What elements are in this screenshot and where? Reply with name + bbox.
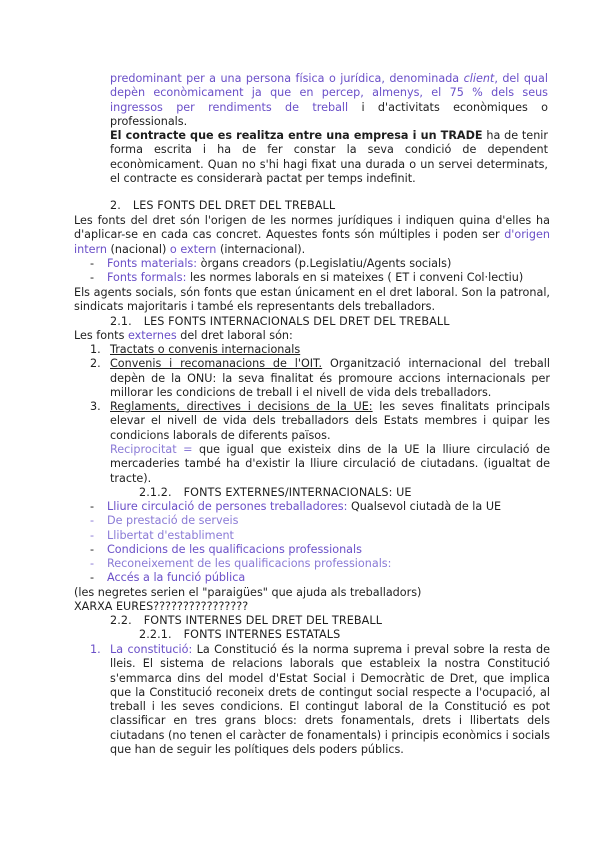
social-agents-paragraph: Els agents socials, són fonts que estan únicament en el dret laboral. Son la patronal, sindicats majoritaris i també els representants dels treballadors. — [74, 286, 550, 314]
list-item: 1. Tractats o convenis internacionals — [90, 343, 301, 356]
section-2-1-heading: 2.1. LES FONTS INTERNACIONALS DEL DRET DEL TREBALL — [110, 315, 450, 328]
trade-contract-paragraph: El contracte que es realitza entre una empresa i un TRADE ha de tenir forma escrita i ha de fer constar la seva condició de dependent econòmicament. Quan no s'hi hagi fixat una durada o un servei determinats, el contracte es considerarà pactat per temps indefinit. — [110, 129, 548, 185]
eu-freedoms-list — [90, 500, 550, 586]
section-2-2-heading: 2.2. FONTS INTERNES DEL DRET DEL TREBALL — [110, 614, 383, 627]
list-item: - Lliure circulació de persones treballadores: Qualsevol ciutadà de la UE — [90, 500, 502, 513]
list-item: - Reconeixement de les qualificacions professionals: — [90, 557, 392, 571]
list-item: - Condicions de les qualificacions professionals — [90, 542, 362, 556]
trade-definition-paragraph: predominant per a una persona física o jurídica, denominada client, del qual depèn econòmicament ja que en percep, almenys, el 75 % dels seus ingressos per rendiments de treball i d'activitats econòmiques o professionals. — [110, 72, 548, 128]
section-2-1-numbered-list — [90, 343, 550, 486]
list-item: 3. Reglaments, directives i decisions de la UE: les seves finalitats principals elevar el nivell de vida dels treballadors dels Estats membres i quipar les condicions laborals de diferents països. — [90, 400, 550, 442]
list-item: 1. La constitució: La Constitució és la norma suprema i preval sobre la resta de lleis. El sistema de relacions laborals que estableix la nostra Constitució s'emmarca dins del model d'Estat Social i Democràtic de Dret, que implica que la Constitució reconeix drets de contingut social respecte a l'ocupació, al treball i les seves condicions. El contingut laboral de la Constitució es pot classificar en tres grans blocs: drets fonamentals, drets i llibertats dels ciutadans (no tenen el caràcter de fonamentals) i principis econòmics i socials que han de seguir les polítiques dels poders públics. — [90, 643, 550, 757]
section-2-bullets — [90, 257, 550, 286]
umbrella-note: (les negretes serien el "paraigües" que ajuda als treballadors) XARXA EURES???????????????? — [74, 586, 422, 614]
list-item: - Fonts formals: les normes laborals en si mateixes ( ET i conveni Col·lectiu) — [90, 271, 524, 285]
list-item: - Llibertat d'establiment — [90, 528, 234, 542]
reciprocitat-note: Reciprocitat = que igual que existeix dins de la UE la lliure circulació de mercaderies també ha d'existir la lliure circulació de ciutadans. (igualtat de tracte). — [110, 443, 551, 485]
section-2-2-1-heading: 2.2.1. FONTS INTERNES ESTATALS — [139, 628, 341, 641]
client-term: client — [463, 72, 495, 85]
section-2-paragraph: Les fonts del dret són l'origen de les normes jurídiques i indiquen quina d'elles ha d'aplicar-se en cada cas concret. Aquestes fonts són múltiples i poden ser d'origen intern (nacional) o extern (internacional). — [74, 214, 550, 256]
list-item: - De prestació de serveis — [90, 514, 239, 528]
section-2-1-intro: Les fonts externes del dret laboral són: — [74, 329, 293, 342]
constitution-item — [90, 643, 550, 757]
list-item: - Fonts materials: òrgans creadors (p.Legislatiu/Agents socials) — [90, 257, 452, 270]
section-2-heading: 2. LES FONTS DEL DRET DEL TREBALL — [110, 199, 336, 212]
list-item: 2. Convenis i recomanacions de l'OIT. Organització internacional del treball depèn de la ONU: la seva finalitat és promoure accions internacionals per millorar les condicions de treball i el nivell de vida dels treballadors. — [90, 357, 551, 399]
list-item: - Accés a la funció pública — [90, 571, 246, 585]
section-2-1-2-heading: 2.1.2. FONTS EXTERNES/INTERNACIONALS: UE — [139, 486, 412, 499]
